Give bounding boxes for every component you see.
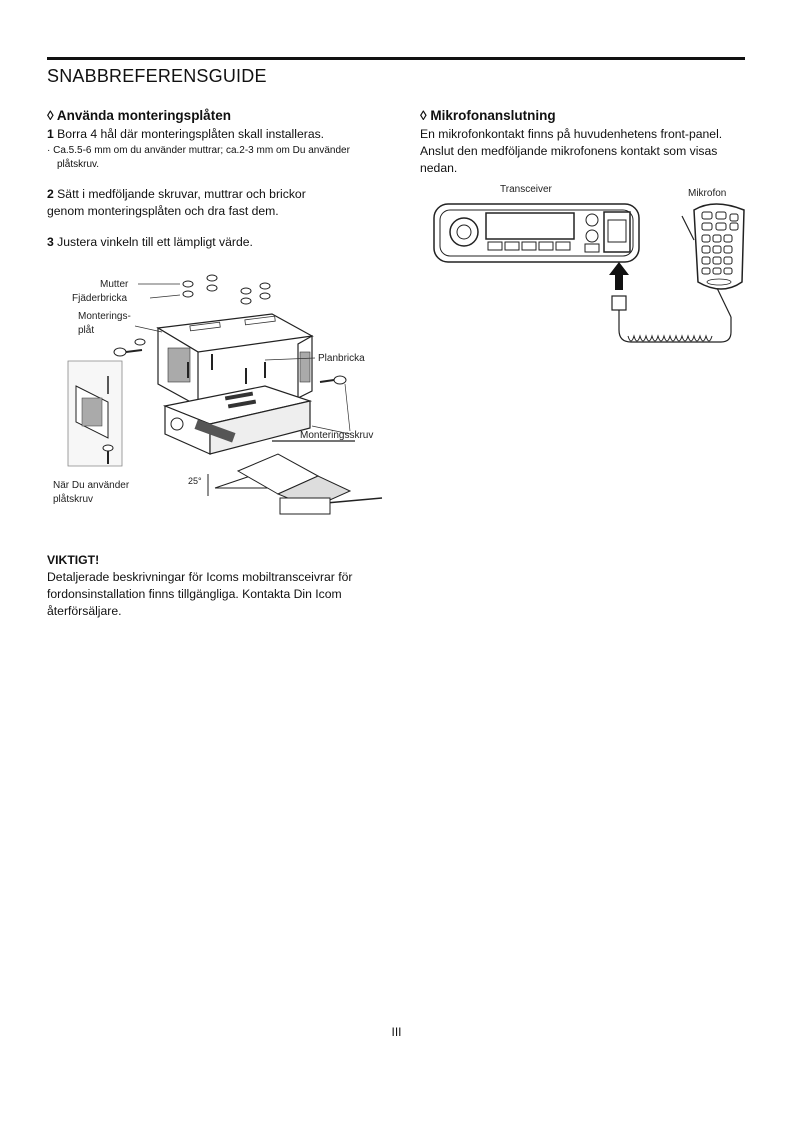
label-planbricka: Planbricka bbox=[318, 353, 365, 364]
label-mutter: Mutter bbox=[100, 279, 129, 290]
step-1-note: · Ca.5.5-6 mm om du använder muttrar; ca.2-3 mm om Du använder plåtskruv. bbox=[47, 145, 350, 170]
page-number: III bbox=[391, 1025, 402, 1039]
step-1-number: 1 bbox=[47, 127, 54, 141]
label-monteringsskruv: Monteringsskruv bbox=[300, 430, 374, 441]
microphone-connection-illustration bbox=[432, 180, 762, 365]
step-1-text: Borra 4 hål där monteringsplåten skall installeras. bbox=[53, 127, 325, 141]
label-platskruv-2: plåtskruv bbox=[53, 494, 94, 505]
mounting-section bbox=[47, 108, 377, 251]
step-1 bbox=[47, 126, 377, 143]
step-3-text: Justera vinkeln till ett lämpligt värde. bbox=[53, 235, 253, 249]
microphone-body: En mikrofonkontakt finns på huvudenhetens front-panel. Anslut den medföljande mikrofonens kontakt som visas nedan. bbox=[420, 127, 723, 175]
page-title: SNABBREFERENSGUIDE bbox=[47, 66, 267, 86]
label-transceiver: Transceiver bbox=[500, 184, 552, 195]
step-2 bbox=[47, 186, 377, 220]
label-platskruv-1: När Du använder bbox=[53, 480, 130, 491]
microphone-heading: ◊ Mikrofonanslutning bbox=[420, 108, 556, 123]
mounting-heading: ◊ Använda monteringsplåten bbox=[47, 108, 231, 123]
mounting-bracket-illustration bbox=[50, 266, 385, 516]
important-note bbox=[47, 553, 377, 620]
important-title: VIKTIGT! bbox=[47, 553, 100, 567]
step-2-number: 2 bbox=[47, 187, 54, 201]
important-body: Detaljerade beskrivningar för Icoms mobiltransceivrar för fordonsinstallation finns tillgängliga. Kontakta Din Icom återförsäljare. bbox=[47, 570, 353, 618]
label-angle: 25° bbox=[188, 476, 202, 486]
step-2-text: Sätt i medföljande skruvar, muttrar och brickor genom monteringsplåten och dra fast dem. bbox=[47, 187, 306, 218]
step-3-number: 3 bbox=[47, 235, 54, 249]
header-rule bbox=[47, 57, 745, 60]
step-3 bbox=[47, 234, 377, 251]
label-monteringsplat-1: Monterings- bbox=[78, 311, 131, 322]
label-fjaderbricka: Fjäderbricka bbox=[72, 293, 128, 304]
microphone-section bbox=[420, 108, 750, 177]
label-monteringsplat-2: plåt bbox=[78, 325, 95, 336]
label-mikrofon: Mikrofon bbox=[688, 188, 727, 199]
